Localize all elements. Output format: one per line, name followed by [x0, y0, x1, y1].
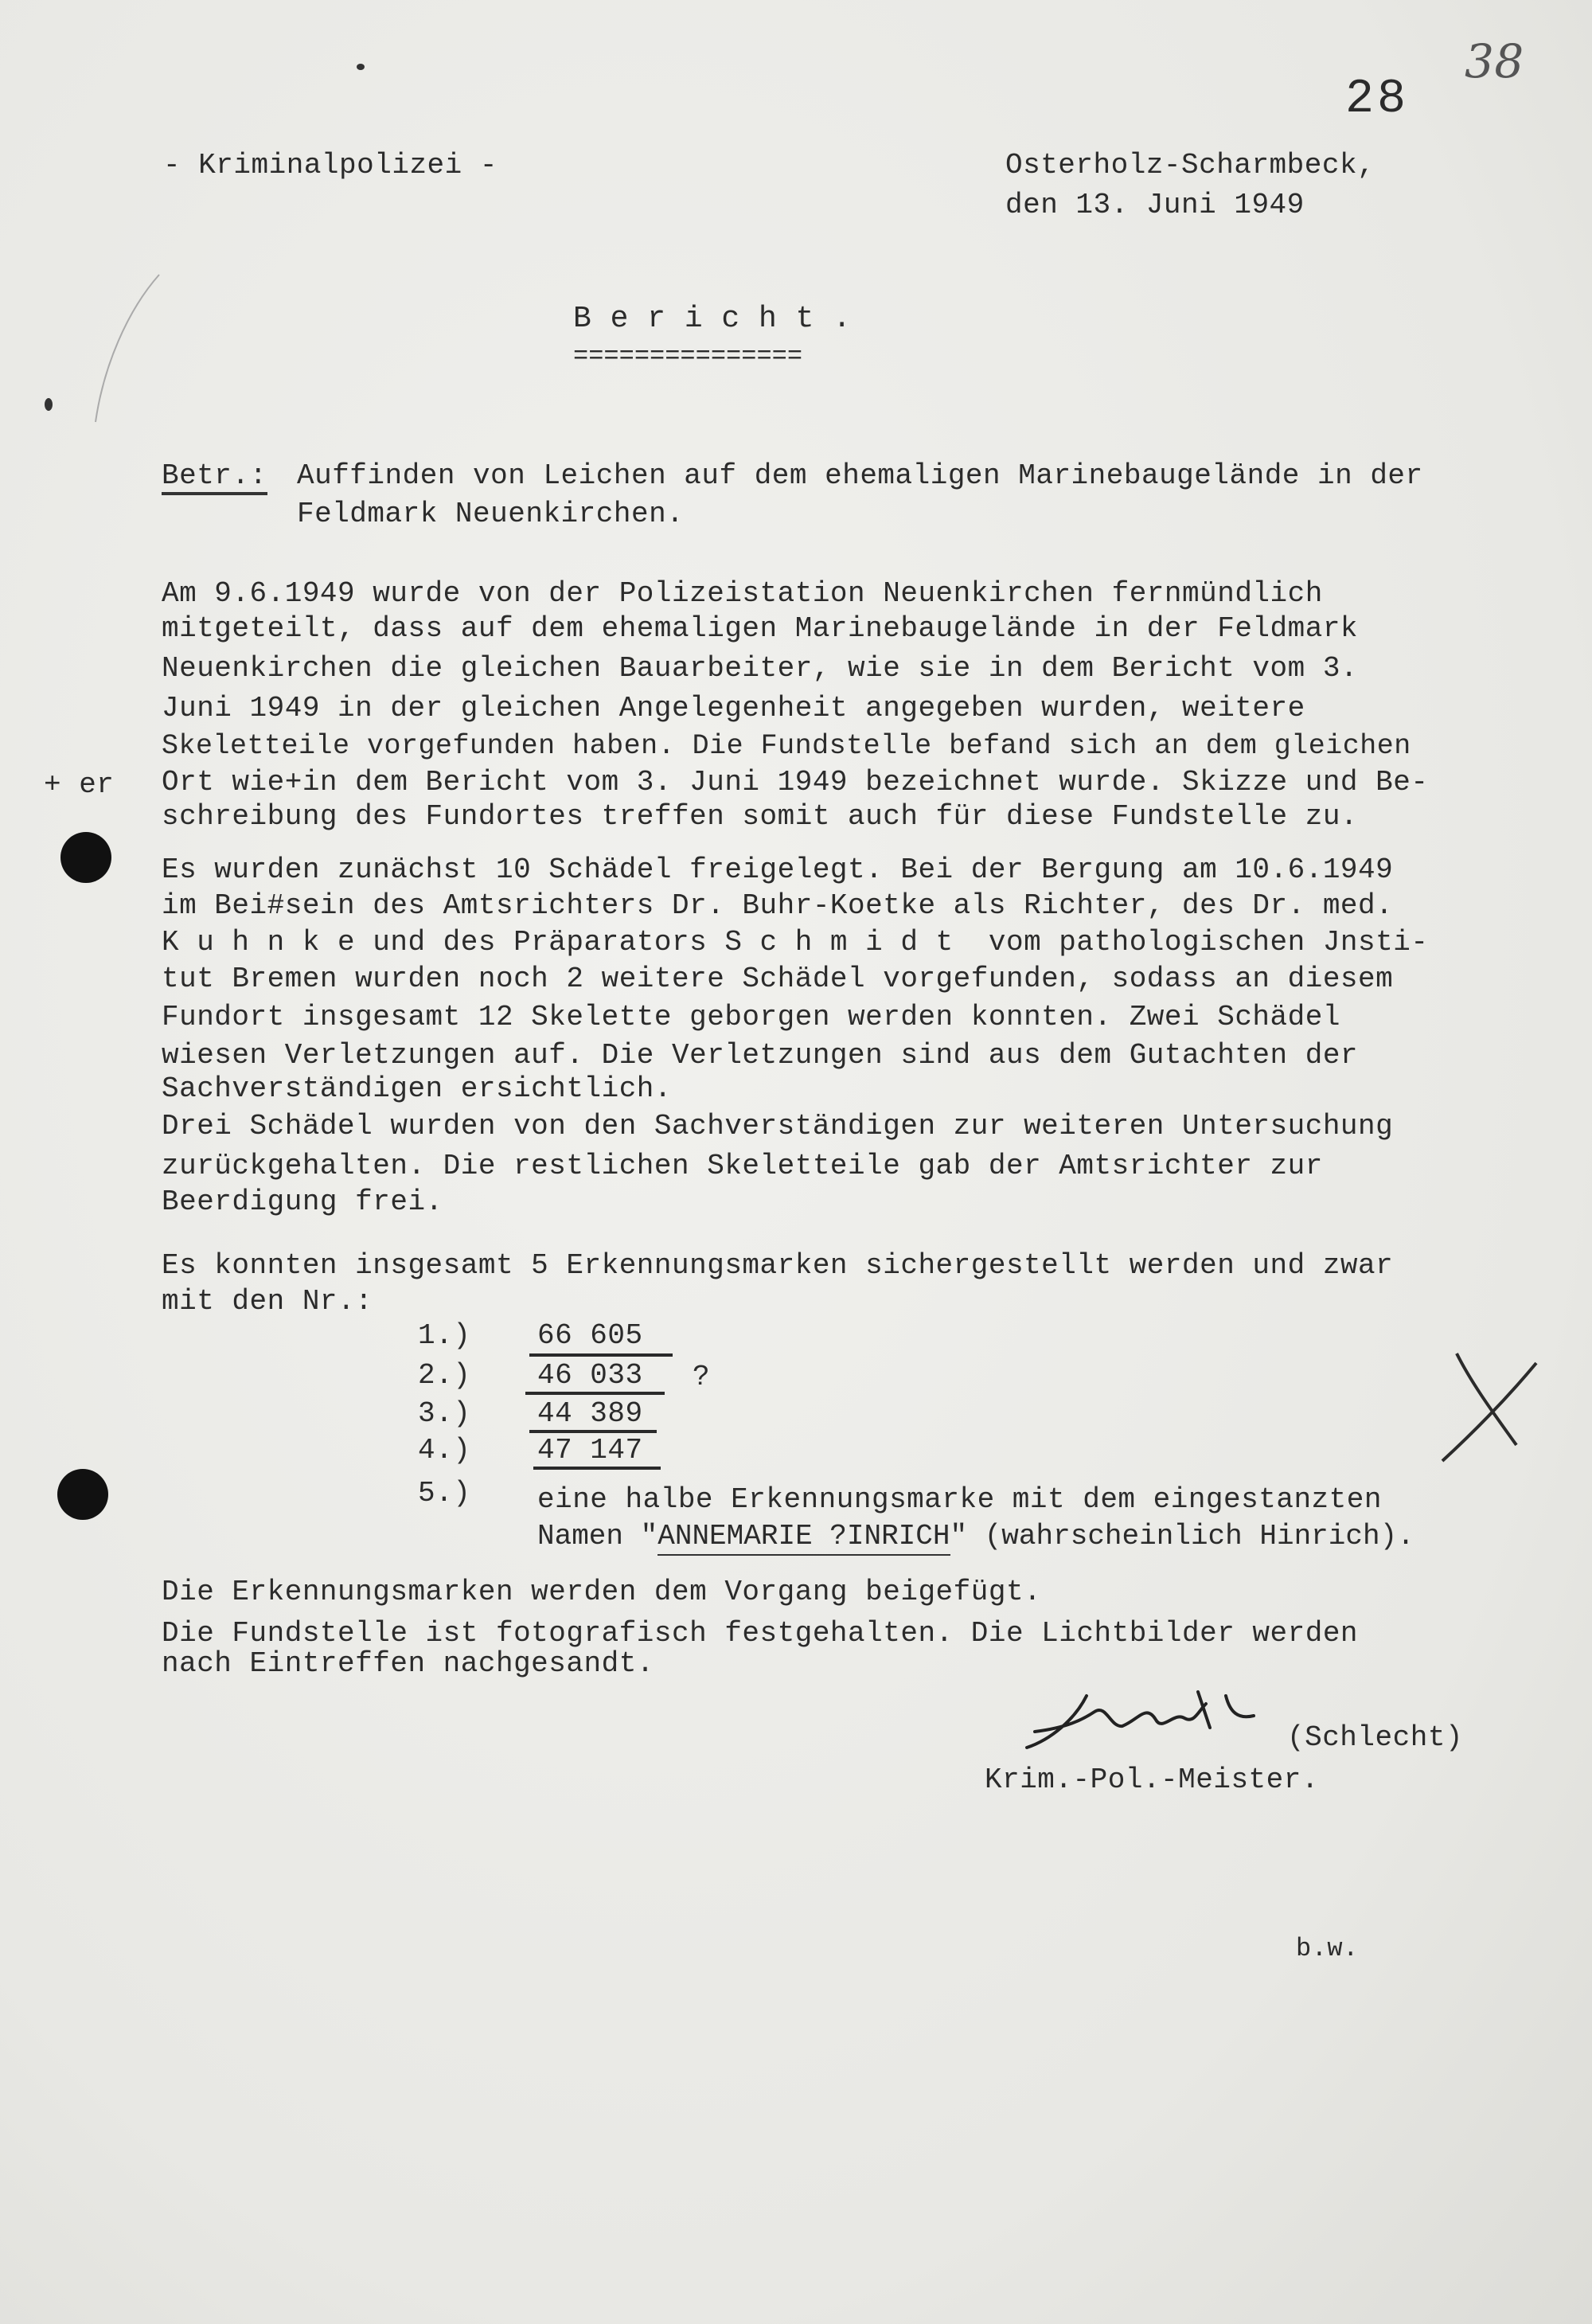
paragraph-line: Die Erkennungsmarken werden dem Vorgang beigefügt. — [162, 1576, 1042, 1608]
punch-hole-lower — [57, 1469, 108, 1520]
signature-rank: Krim.-Pol.-Meister. — [985, 1764, 1319, 1796]
paragraph-line: mitgeteilt, dass auf dem ehemaligen Marinebaugelände in der Feldmark — [162, 612, 1359, 645]
footer-note: b.w. — [1296, 1934, 1359, 1963]
tag-number: 1.) — [418, 1319, 471, 1352]
tag-value: 46 033 — [537, 1359, 643, 1392]
paragraph-line: Die Fundstelle ist fotografisch festgehalten. Die Lichtbilder werden — [162, 1617, 1359, 1650]
paragraph-line: Juni 1949 in der gleichen Angelegenheit angegeben wurden, weitere — [162, 692, 1305, 725]
tag-5-name: ANNEMARIE ?INRICH — [657, 1520, 950, 1556]
tag-5-line-1: eine halbe Erkennungsmarke mit dem eingestanzten — [537, 1483, 1382, 1516]
tag-underline — [529, 1353, 673, 1357]
page-number-handwritten: 38 — [1465, 34, 1524, 88]
paragraph-line: Fundort insgesamt 12 Skelette geborgen werden konnten. Zwei Schädel — [162, 1001, 1340, 1033]
paragraph-line: Sachverständigen ersichtlich. — [162, 1072, 673, 1105]
place-line: Osterholz-Scharmbeck, — [1005, 149, 1375, 182]
tag-5-suffix: " (wahrscheinlich Hinrich). — [950, 1520, 1414, 1553]
paragraph-line: Beerdigung frei. — [162, 1185, 443, 1218]
stray-mark — [45, 398, 53, 411]
paragraph-line: Es konnten insgesamt 5 Erkennungsmarken sichergestellt werden und zwar — [162, 1249, 1394, 1282]
tag-underline — [525, 1392, 665, 1395]
paragraph-line: Es wurden zunächst 10 Schädel freigelegt. Bei der Bergung am 10.6.1949 — [162, 853, 1394, 886]
paragraph-line: nach Eintreffen nachgesandt. — [162, 1647, 654, 1680]
department-header: - Kriminalpolizei - — [163, 149, 498, 182]
tag-value: 66 605 — [537, 1319, 643, 1352]
paragraph-line: Drei Schädel wurden von den Sachverständigen zur weiteren Untersuchung — [162, 1110, 1394, 1142]
subject-line-2: Feldmark Neuenkirchen. — [297, 498, 685, 530]
punch-hole-upper — [60, 832, 111, 883]
margin-note: + er — [44, 768, 115, 801]
paragraph-line: mit den Nr.: — [162, 1285, 373, 1318]
signature-name: (Schlecht) — [1287, 1721, 1464, 1754]
tag-number: 5.) — [418, 1477, 471, 1510]
report-title: B e r i c h t . — [573, 302, 852, 336]
paragraph-line: im Bei#sein des Amtsrichters Dr. Buhr-Koetke als Richter, des Dr. med. — [162, 889, 1394, 922]
tag-number: 4.) — [418, 1434, 471, 1467]
date-line: den 13. Juni 1949 — [1005, 189, 1305, 221]
tag-value: 47 147 — [537, 1434, 643, 1467]
tag-underline — [529, 1430, 657, 1433]
tag-number: 3.) — [418, 1397, 471, 1430]
stray-mark — [357, 64, 365, 70]
paragraph-line: zurückgehalten. Die restlichen Skeletteile gab der Amtsrichter zur — [162, 1150, 1323, 1182]
paragraph-line: wiesen Verletzungen auf. Die Verletzungen sind aus dem Gutachten der — [162, 1039, 1359, 1072]
paragraph-line: tut Bremen wurden noch 2 weitere Schädel vorgefunden, sodass an diesem — [162, 963, 1394, 995]
paragraph-line: Neuenkirchen die gleichen Bauarbeiter, wie sie in dem Bericht vom 3. — [162, 652, 1359, 685]
paragraph-line: K u h n k e und des Präparators S c h m i d t vom pathologischen Jnsti- — [162, 926, 1429, 959]
subject-line-1: Auffinden von Leichen auf dem ehemaligen Marinebaugelände in der — [297, 459, 1423, 492]
paragraph-line: Skeletteile vorgefunden haben. Die Fundstelle befand sich an dem gleichen — [162, 730, 1411, 762]
page-number: 28 — [1345, 72, 1410, 127]
tag-note: ? — [693, 1361, 711, 1393]
paragraph-line: Am 9.6.1949 wurde von der Polizeistation Neuenkirchen fernmündlich — [162, 577, 1323, 610]
tag-5-line-2 — [537, 1522, 1414, 1551]
title-underline: =============== — [573, 342, 803, 371]
tag-value: 44 389 — [537, 1397, 643, 1430]
paragraph-line: Ort wie+in dem Bericht vom 3. Juni 1949 bezeichnet wurde. Skizze und Be- — [162, 766, 1429, 799]
tag-5-prefix: Namen " — [537, 1520, 658, 1553]
paragraph-line: schreibung des Fundortes treffen somit auch für diese Fundstelle zu. — [162, 800, 1359, 833]
tag-number: 2.) — [418, 1359, 471, 1392]
subject-label: Betr.: — [162, 462, 267, 495]
tag-underline — [533, 1467, 661, 1470]
